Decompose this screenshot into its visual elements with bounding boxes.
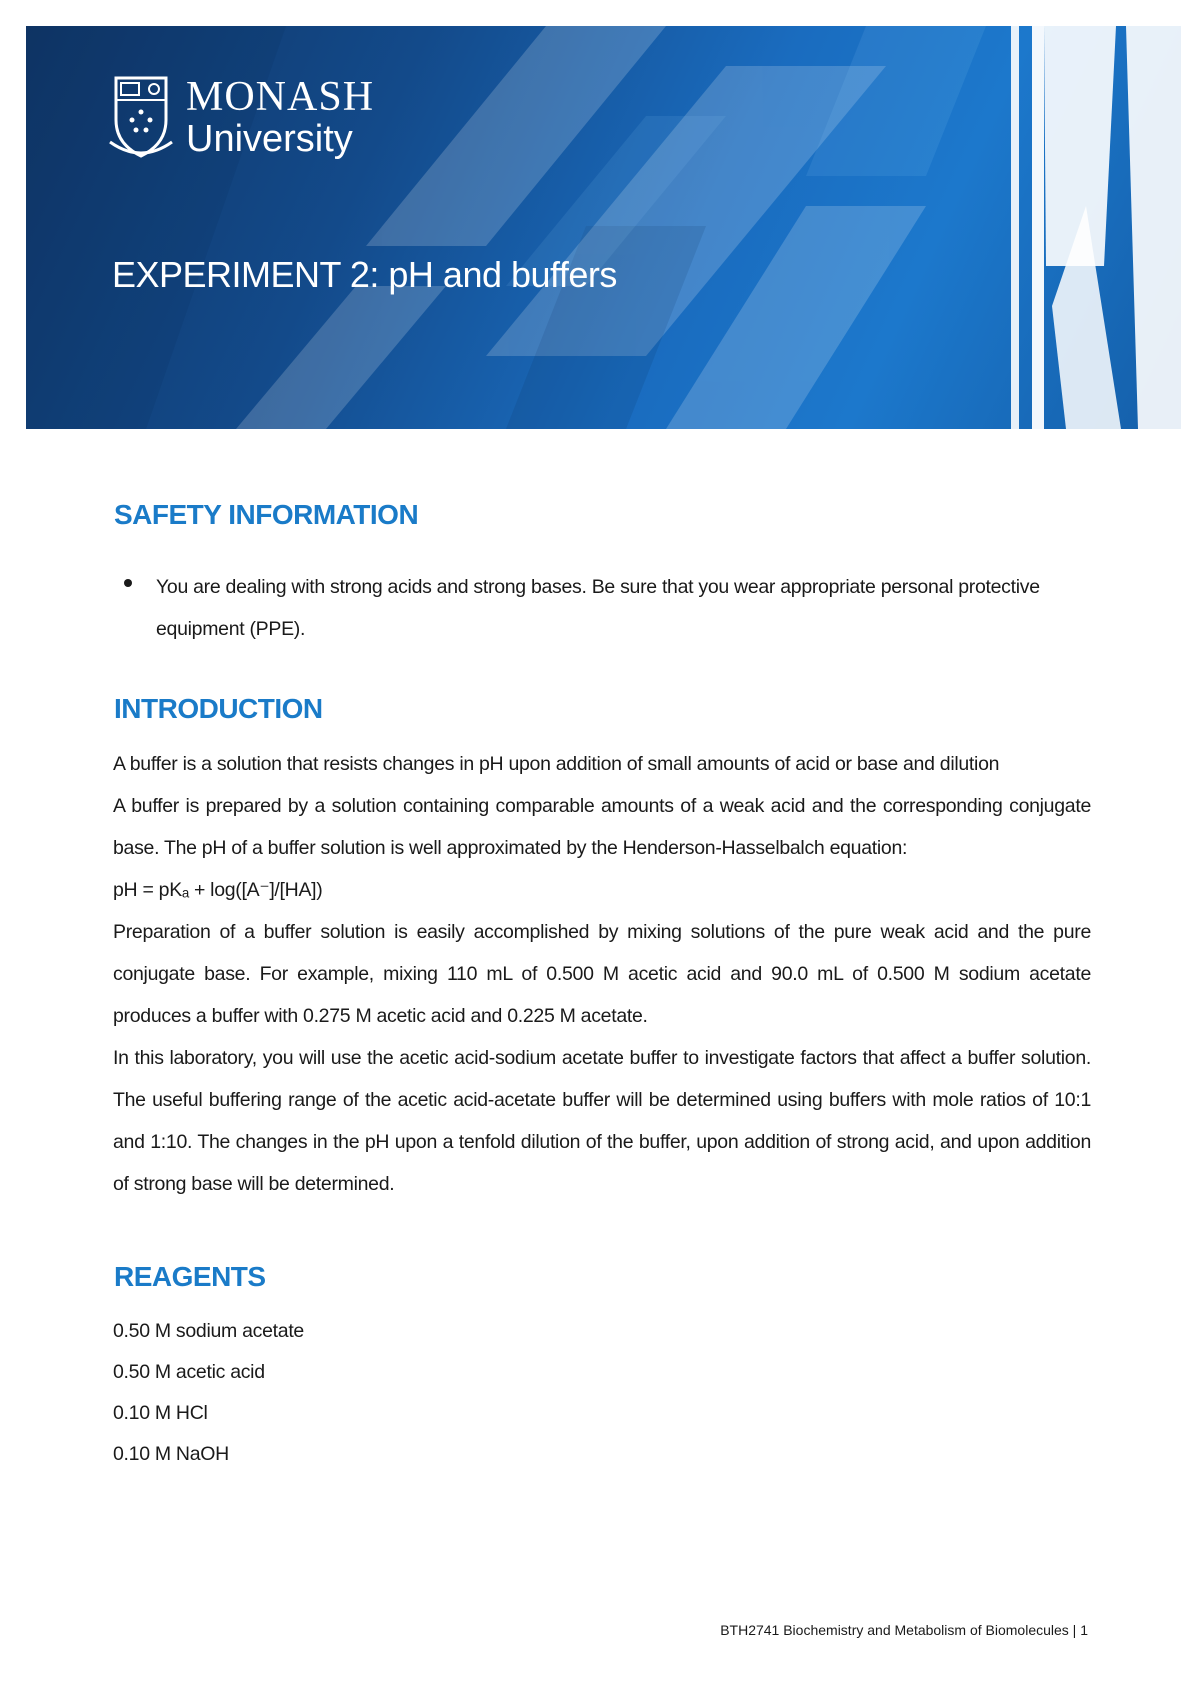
safety-bullet-list: [114, 566, 1094, 650]
list-item: You are dealing with strong acids and strong bases. Be sure that you wear appropriate personal protective equipment (PPE).: [156, 576, 1040, 640]
reagents-list: [113, 1311, 304, 1475]
introduction-heading: INTRODUCTION: [114, 693, 323, 724]
reagents-heading: REAGENTS: [114, 1261, 266, 1292]
logo-wordmark-monash: MONASH: [186, 74, 375, 120]
safety-heading: SAFETY INFORMATION: [114, 499, 419, 530]
document-title: EXPERIMENT 2: pH and buffers: [112, 254, 617, 295]
intro-paragraph: Preparation of a buffer solution is easily accomplished by mixing solutions of the pure weak acid and the pure conjugate base. For example, mixing 110 mL of 0.500 M acetic acid and 90.0 mL of 0.500 M sodium acetate produces a buffer with 0.275 M acetic acid and 0.225 M acetate.: [113, 921, 1091, 1027]
header-banner: [26, 26, 1181, 429]
list-item: 0.10 M HCl: [113, 1402, 208, 1424]
list-item: 0.10 M NaOH: [113, 1443, 229, 1465]
crest-icon: [108, 72, 174, 162]
introduction-body: [113, 743, 1091, 1205]
list-item: 0.50 M sodium acetate: [113, 1320, 304, 1342]
intro-paragraph: A buffer is prepared by a solution containing comparable amounts of a weak acid and the corresponding conjugate base. The pH of a buffer solution is well approximated by the Henderson-Hasselbalch equation:: [113, 795, 1091, 859]
page-footer: BTH2741 Biochemistry and Metabolism of Biomolecules | 1: [720, 1622, 1088, 1638]
bullet-icon: [124, 579, 132, 587]
intro-paragraph: A buffer is a solution that resists changes in pH upon addition of small amounts of acid or base and dilution: [113, 753, 1000, 775]
intro-paragraph: In this laboratory, you will use the acetic acid-sodium acetate buffer to investigate factors that affect a buffer solution. The useful buffering range of the acetic acid-acetate buffer will be determined using buffers with mole ratios of 10:1 and 1:10. The changes in the pH upon a tenfold dilution of the buffer, upon addition of strong acid, and upon addition of strong base will be determined.: [113, 1047, 1091, 1195]
monash-logo: [108, 72, 398, 168]
list-item: 0.50 M acetic acid: [113, 1361, 265, 1383]
logo-wordmark-university: University: [186, 118, 353, 160]
henderson-hasselbalch-equation: pH = pKₐ + log([A⁻]/[HA]): [113, 879, 323, 901]
